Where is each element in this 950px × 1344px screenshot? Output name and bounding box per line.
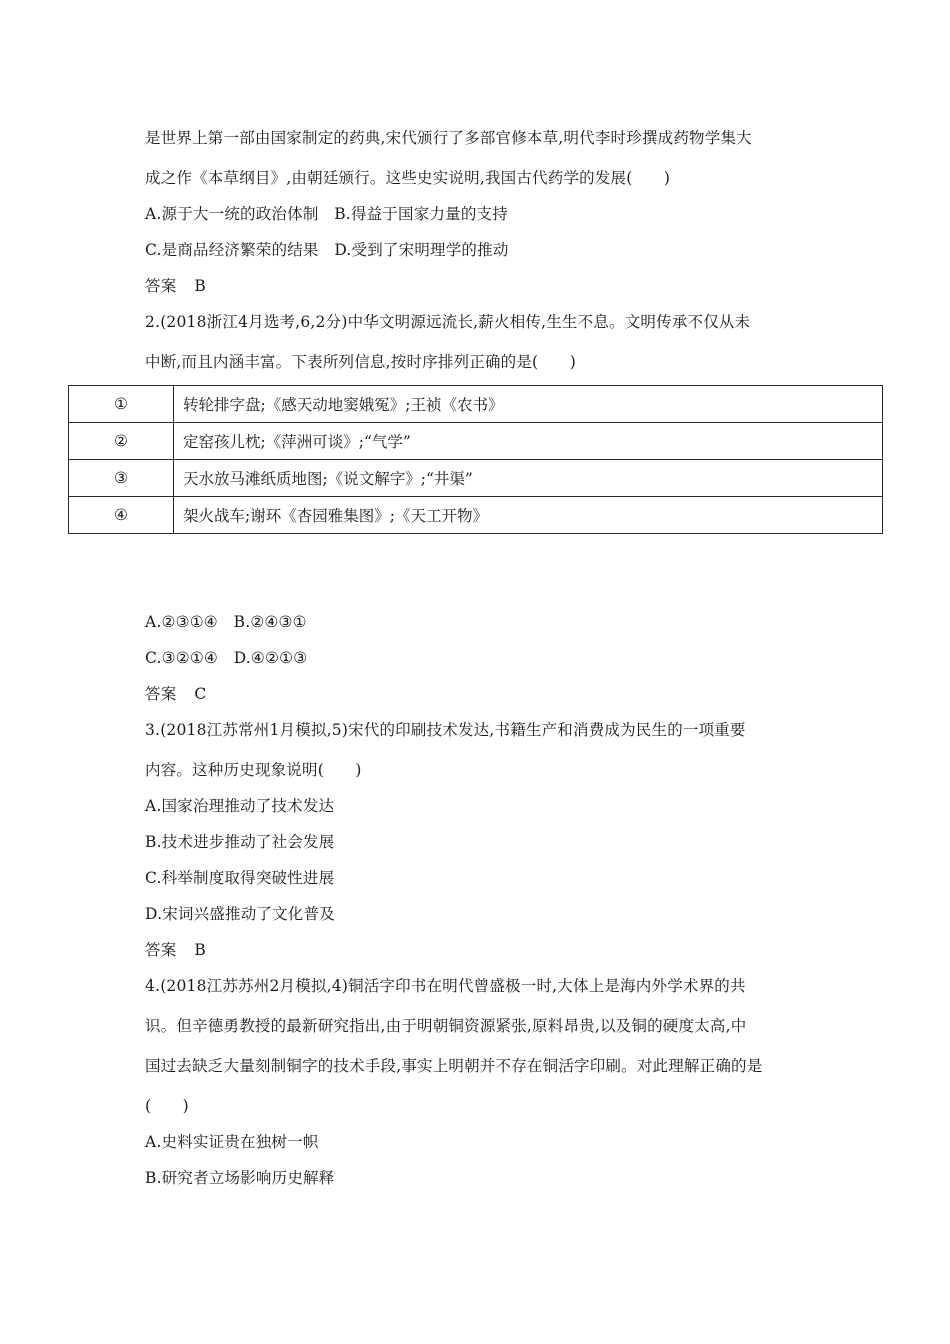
table-row	[69, 423, 883, 460]
row-content: 定窑孩儿枕;《萍洲可谈》;“气学”	[174, 423, 883, 460]
table-row	[69, 497, 883, 534]
answer-label: 答案	[145, 941, 177, 959]
q1-options-cd: C.是商品经济繁荣的结果 D.受到了宋明理学的推动	[145, 241, 509, 259]
row-number: ③	[69, 460, 174, 497]
q1-options-ab: A.源于大一统的政治体制 B.得益于国家力量的支持	[145, 205, 508, 223]
q4-option-a: A.史料实证贵在独树一帜	[145, 1133, 319, 1151]
q3-stem-line-2: 内容。这种历史现象说明( )	[145, 761, 362, 779]
row-content: 转轮排字盘;《感天动地窦娥冤》;王祯《农书》	[174, 386, 883, 423]
answer-label: 答案	[145, 277, 177, 295]
q4-stem-line-1: 4.(2018江苏苏州2月模拟,4)铜活字印书在明代曾盛极一时,大体上是海内外学术界的共	[145, 977, 746, 995]
table-row	[69, 460, 883, 497]
table-row	[69, 386, 883, 423]
answer-value: C	[194, 685, 207, 703]
row-content: 天水放马滩纸质地图;《说文解字》;“井渠”	[174, 460, 883, 497]
row-content: 架火战车;谢环《杏园雅集图》;《天工开物》	[174, 497, 883, 534]
q4-stem-line-3: 国过去缺乏大量刻制铜字的技术手段,事实上明朝并不存在铜活字印刷。对此理解正确的是	[145, 1057, 763, 1075]
q1-stem-line-2: 成之作《本草纲目》,由朝廷颁行。这些史实说明,我国古代药学的发展( )	[145, 169, 671, 187]
q1-stem-line-1: 是世界上第一部由国家制定的药典,宋代颁行了多部官修本草,明代李时珍撰成药物学集大	[145, 129, 752, 147]
q2-options-ab: A.②③①④ B.②④③①	[145, 613, 307, 631]
row-number: ②	[69, 423, 174, 460]
answer-value: B	[194, 941, 206, 959]
row-number: ④	[69, 497, 174, 534]
q2-stem-line-1: 2.(2018浙江4月选考,6,2分)中华文明源远流长,薪火相传,生生不息。文明传承不仅从未	[145, 313, 751, 331]
q3-option-a: A.国家治理推动了技术发达	[145, 797, 335, 815]
q4-stem-line-4: ( )	[145, 1097, 189, 1115]
answer-label: 答案	[145, 685, 177, 703]
q3-option-b: B.技术进步推动了社会发展	[145, 833, 335, 851]
answer-value: B	[194, 277, 206, 295]
q3-option-d: D.宋词兴盛推动了文化普及	[145, 905, 335, 923]
q2-info-table	[68, 385, 883, 534]
q4-option-b: B.研究者立场影响历史解释	[145, 1169, 335, 1187]
q1-answer	[145, 276, 206, 296]
q3-stem-line-1: 3.(2018江苏常州1月模拟,5)宋代的印刷技术发达,书籍生产和消费成为民生的一项重要	[145, 721, 746, 739]
q3-option-c: C.科举制度取得突破性进展	[145, 869, 335, 887]
q3-answer	[145, 940, 206, 960]
q2-answer	[145, 684, 206, 704]
row-number: ①	[69, 386, 174, 423]
q2-options-cd: C.③②①④ D.④②①③	[145, 649, 308, 667]
q4-stem-line-2: 识。但辛德勇教授的最新研究指出,由于明朝铜资源紧张,原料昂贵,以及铜的硬度太高,中	[145, 1017, 747, 1035]
q2-stem-line-2: 中断,而且内涵丰富。下表所列信息,按时序排列正确的是( )	[145, 353, 576, 371]
